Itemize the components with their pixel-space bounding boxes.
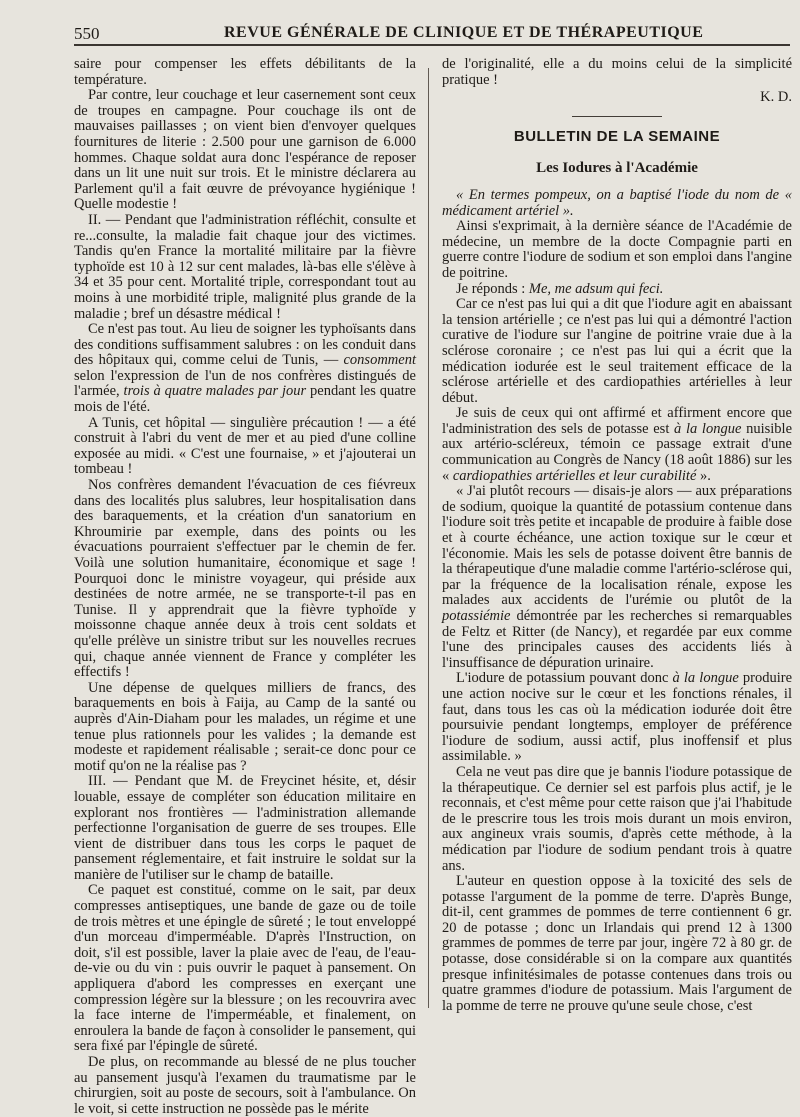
text-span: démontrée par les recherches si remarquables de Feltz et Ritter (de Nancy), et regardée par eux comme l'une des principales causes des accidents liés à l'insuffisance de dépuration urinaire. [442,608,792,671]
text-span: selon l'expression de l'un de nos confrères distingués de l'armée, [74,367,416,400]
running-title: REVUE GÉNÉRALE DE CLINIQUE ET DE THÉRAPEUTIQUE [224,24,704,41]
text-span: Ce n'est pas tout. Au lieu de soigner les typhoïsants dans des conditions suffisamment salubres : on les conduit dans des hôpitaux qui, comme celui de Tunis, — [74,321,416,369]
text-span: ». [696,467,711,484]
signature-line [442,90,792,106]
text-span: produire une action nocive sur le cœur et les fonctions rénales, il faut, dans tous les cas où la médication iodurée doit être poursuivie pendant longtemps, employer de préférence l'iodure de sodium, aussi actif, plus inoffensif et plus assimilable. » [442,670,793,765]
paragraph: Une dépense de quelques milliers de francs, des baraquements en bois à Faija, au Camp de la santé ou auprès d'Ain-Diaham pour les malades, un régime et une tenue plus rationnels pour les valides ; la demande est modeste et rapidement réalisable ; serait-ce donc pour ce motif qu'on ne la réalise pas ? [74,679,416,774]
italic-text: à la longue [672,670,739,687]
quote: « En termes pompeux, on a baptisé l'iode du nom de « médicament artériel ». [442,186,792,219]
text-span: L'iodure de potassium pouvant donc [456,670,673,687]
paragraph: Cela ne veut pas dire que je bannis l'iodure potassique de la thérapeutique. Ce dernier sel est parfois plus actif, je le reconnais, et c'est même pour cette raison que j'ai l'habitude de le prescrire tous les trois mois durant un mois environ, aux angineux vrais soumis, d'après cette méthode, à la médication par l'iodure de sodium pendant trois à quatre ans. [442,763,792,874]
text-span: Je réponds : [456,280,529,297]
column-divider [428,68,429,1008]
italic-text: consomment [343,352,416,369]
paragraph [74,322,416,416]
text-span: pendant les quatre mois de l'été. [74,383,416,416]
italic-text: potassiémie [442,608,511,624]
text-span: « J'ai plutôt recours — disais-je alors — aux préparations de sodium, quoique la quantité de potassium contenue dans l'iodure soit très petite et incapable de produire à faible dose et à courte échéance, une action toxique sur le cœur et l'économie. Mais les sels de potasse doivent être bannis de la thérapeutique d'une maladie comme l'artério-sclérose qui, par la fréquence de la localisation rénale, expose les malades aux accidents de l'urémie ou plutôt de la [442,483,792,609]
paragraph: II. — Pendant que l'administration réfléchit, consulte et re...consulte, la maladie fait chaque jour des victimes. Tandis qu'en France la mortalité militaire par la fièvre typhoïde est 10 à 12 sur cent malades, là-bas elle s'élève à 34 et 35 pour cent. Mortalité triple, correspondant tout au moins à une morbidité triple, malignité plus grande de la maladie ; bref un désastre médical ! [74,211,416,322]
italic-text: trois à quatre malades par jour [123,383,307,400]
paragraph: III. — Pendant que M. de Freycinet hésite, et, désir louable, essaye de compléter son éducation militaire en explorant nos frontières — l'administration allemande perfectionne l'organisation de guerre de ses troupes. Elle vient de distribuer dans tous les corps le paquet de pansement réglementaire, et fait instruire le soldat sur la manière de l'utiliser sur le champ de bataille. [74,773,416,883]
section-rule [572,116,662,117]
paragraph: A Tunis, cet hôpital — singulière précaution ! — a été construit à l'abri du vent de mer et au pied d'une colline exposée au midi. « C'est une fournaise, » et j'ajouterai un tombeau ! [74,414,416,478]
text-span: nuisible aux artério-scléreux, témoin ce passage extrait d'une communication au Congrès de Nancy (18 août 1886) sur les « [442,420,792,484]
paragraph [442,484,792,671]
italic-text: cardiopathies artérielles et leur curabilité [452,467,697,484]
text-span: Je suis de ceux qui ont affirmé et affirment encore que l'administration des sels de potasse est [442,405,792,437]
paragraph [442,282,792,298]
paragraph: de l'originalité, elle a du moins celui de la simplicité pratique ! [442,56,792,88]
left-column [74,57,416,1117]
right-column [442,57,792,1014]
paragraph: L'auteur en question oppose à la toxicité des sels de potasse l'argument de la pomme de terre. D'après Bunge, dit-il, cent grammes de pommes de terre contiennent 6 gr. 20 de potasse ; donc un Irlandais qui prend 12 à 1300 grammes de pommes de terre par jour, ingère 72 à 80 gr. de potasse, dose considérable si on la compare aux quantités presque infinitésimales de potasse contenues dans trois ou quatre grammes d'iodure de potassium. Mais l'argument de la pomme de terre ne prouve qu'une seule chose, c'est [442,873,792,1014]
section-title: BULLETIN DE LA SEMAINE [513,127,721,145]
page-number: 550 [74,24,100,43]
italic-text: Me, me adsum qui feci. [528,280,664,297]
signature: K. D. [760,89,792,106]
paragraph: Par contre, leur couchage et leur casernement sont ceux de troupes en campagne. Pour couchage ils ont de mauvaises paillasses ; on vient bien d'envoyer quelques fournitures de literie : 2.500 pour une garnison de 6.000 hommes. Chaque soldat aura donc l'espérance de reposer dans un lit une nuit sur trois. Et le ministre déclarera au Parlement qu'il a fait œuvre de prévoyance hygiénique ! Quelle modestie ! [74,87,416,213]
paragraph: Car ce n'est pas lui qui a dit que l'iodure agit en abaissant la tension artérielle ; ce n'est pas lui qui a démontré l'action curative de l'iodure sur l'angine de poitrine vraie due à la sclérose coronaire ; ce n'est pas lui qui a écrit que la médication iodurée est le seul traitement efficace de la sclérose artérielle et des cardiopathies artérielles à leur début. [442,296,792,406]
italic-text: à la longue [674,420,742,437]
article-title: Les Iodures à l'Académie [536,160,698,177]
paragraph: saire pour compenser les effets débilitants de la température. [74,56,416,88]
paragraph: Ce paquet est constitué, comme on le sait, par deux compresses antiseptiques, une bande de gaze ou de toile de trois mètres et une épingle de sûreté ; le tout enveloppé d'un morceau d'imperméable. D'après l'Instruction, on doit, s'il est possible, laver la plaie avec de l'eau, de l'eau-de-vie ou du vin : puis ouvrir le paquet à pansement. On appliquera d'abord les compresses en exerçant une compression légère sur la blessure ; on les recouvrira avec la face interne de l'imperméable, et finalement, on enroulera la bande de façon à consolider le pansement, qui sera fixé par l'épingle de sûreté. [74,882,416,1055]
paragraph: Nos confrères demandent l'évacuation de ces fiévreux dans des localités plus salubres, leur hospitalisation dans des baraquements, et la création d'un sanatorium en Khroumirie par exemple, dans des points ou les évacuations pourraient s'effectuer par le chemin de fer. Voilà une solution humanitaire, économique et sage ! Pourquoi donc le ministre voyageur, qui préside aux destinées de notre armée, ne se transporte-t-il pas en Tunise. Il y apprendrait que la fièvre typhoïde y moissonne chaque année deux à trois cent soldats et qu'elle prélève un sinistre tribut sur les nouvelles recrues qui, chaque année viennent de France y compléter les effectifs ! [74,477,416,681]
paragraph: Ainsi s'exprimait, à la dernière séance de l'Académie de médecine, un membre de la docte Compagnie parti en guerre contre l'iodure de sodium et son emploi dans l'angine de poitrine. [442,218,792,281]
paragraph: De plus, on recommande au blessé de ne plus toucher au pansement jusqu'à l'examen du traumatisme par le chirurgien, soit au poste de secours, soit à l'ambulance. On le voit, si cette instruction ne possède pas le mérite [74,1054,416,1117]
page-header [74,24,790,46]
paragraph [442,671,792,765]
paragraph [442,406,792,484]
header-rule [74,44,790,46]
